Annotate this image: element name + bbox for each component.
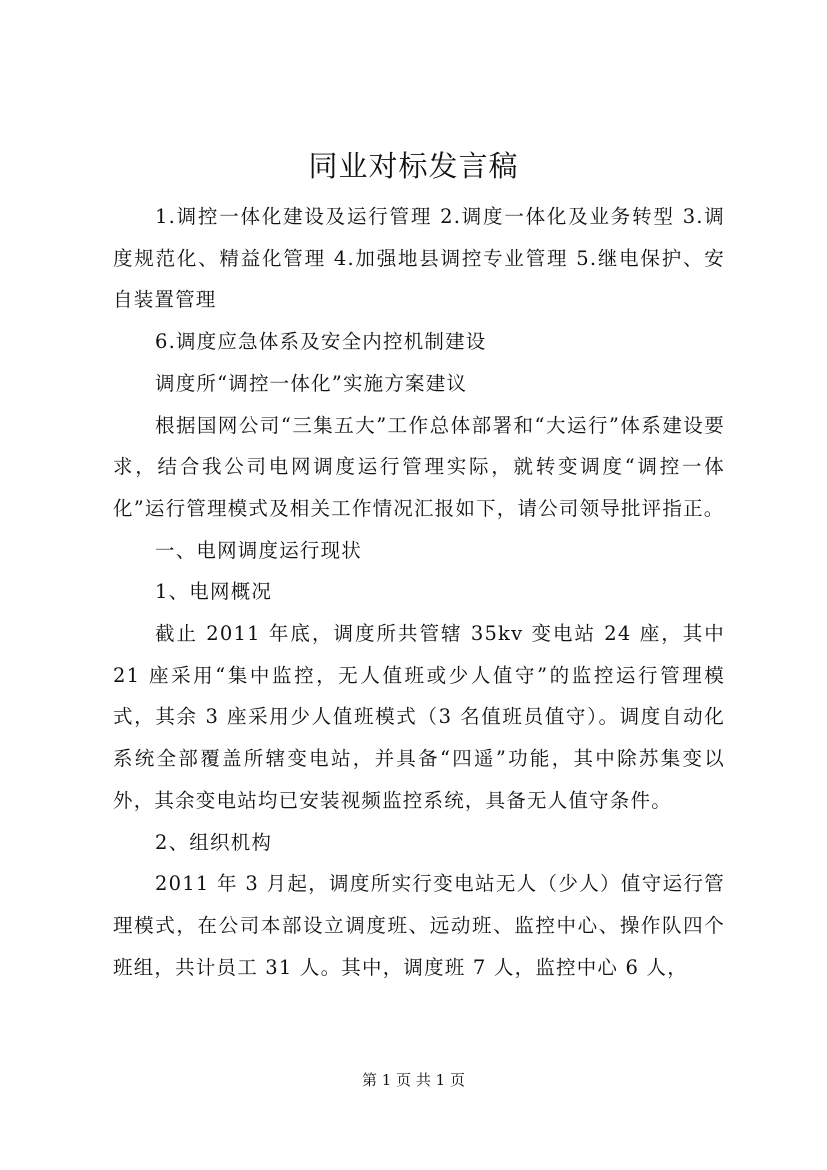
page-footer: 第 1 页 共 1 页 (362, 1071, 465, 1089)
paragraph-heading-proposal: 调度所“调控一体化”实施方案建议 (155, 371, 468, 395)
document-body (113, 196, 725, 988)
section-heading-1: 一、电网调度运行现状 (155, 538, 363, 562)
paragraph-topic-6: 6.调度应急体系及安全内控机制建设 (155, 330, 487, 354)
subsection-heading-1: 1、电网概况 (155, 580, 273, 604)
paragraph-intro: 根据国网公司“三集五大”工作总体部署和“大运行”体系建设要求，结合我公司电网调度运行管理实际，就转变调度“调控一体化”运行管理模式及相关工作情况汇报如下，请公司领导批评指正。 (113, 413, 725, 520)
paragraph-grid-overview: 截止 2011 年底，调度所共管辖 35kv 变电站 24 座，其中 21 座采用“集中监控，无人值班或少人值守”的监控运行管理模式，其余 3 座采用少人值班模式（3 名值班员值守）。调度自动化系统全部覆盖所辖变电站，并具备“四遥”功能，其中除苏集变以外，其余变电站均已安装视频监控系统，具备无人值守条件。 (113, 622, 725, 812)
paragraph-topics: 1.调控一体化建设及运行管理 2.调度一体化及业务转型 3.调度规范化、精益化管理 4.加强地县调控专业管理 5.继电保护、安自装置管理 (113, 205, 725, 312)
document-title: 同业对标发言稿 (308, 149, 519, 183)
paragraph-organization: 2011 年 3 月起，调度所实行变电站无人（少人）值守运行管理模式，在公司本部设立调度班、远动班、监控中心、操作队四个班组，共计员工 31 人。其中，调度班 7 人，监控中心 6 人， (113, 872, 725, 979)
subsection-heading-2: 2、组织机构 (155, 830, 273, 854)
